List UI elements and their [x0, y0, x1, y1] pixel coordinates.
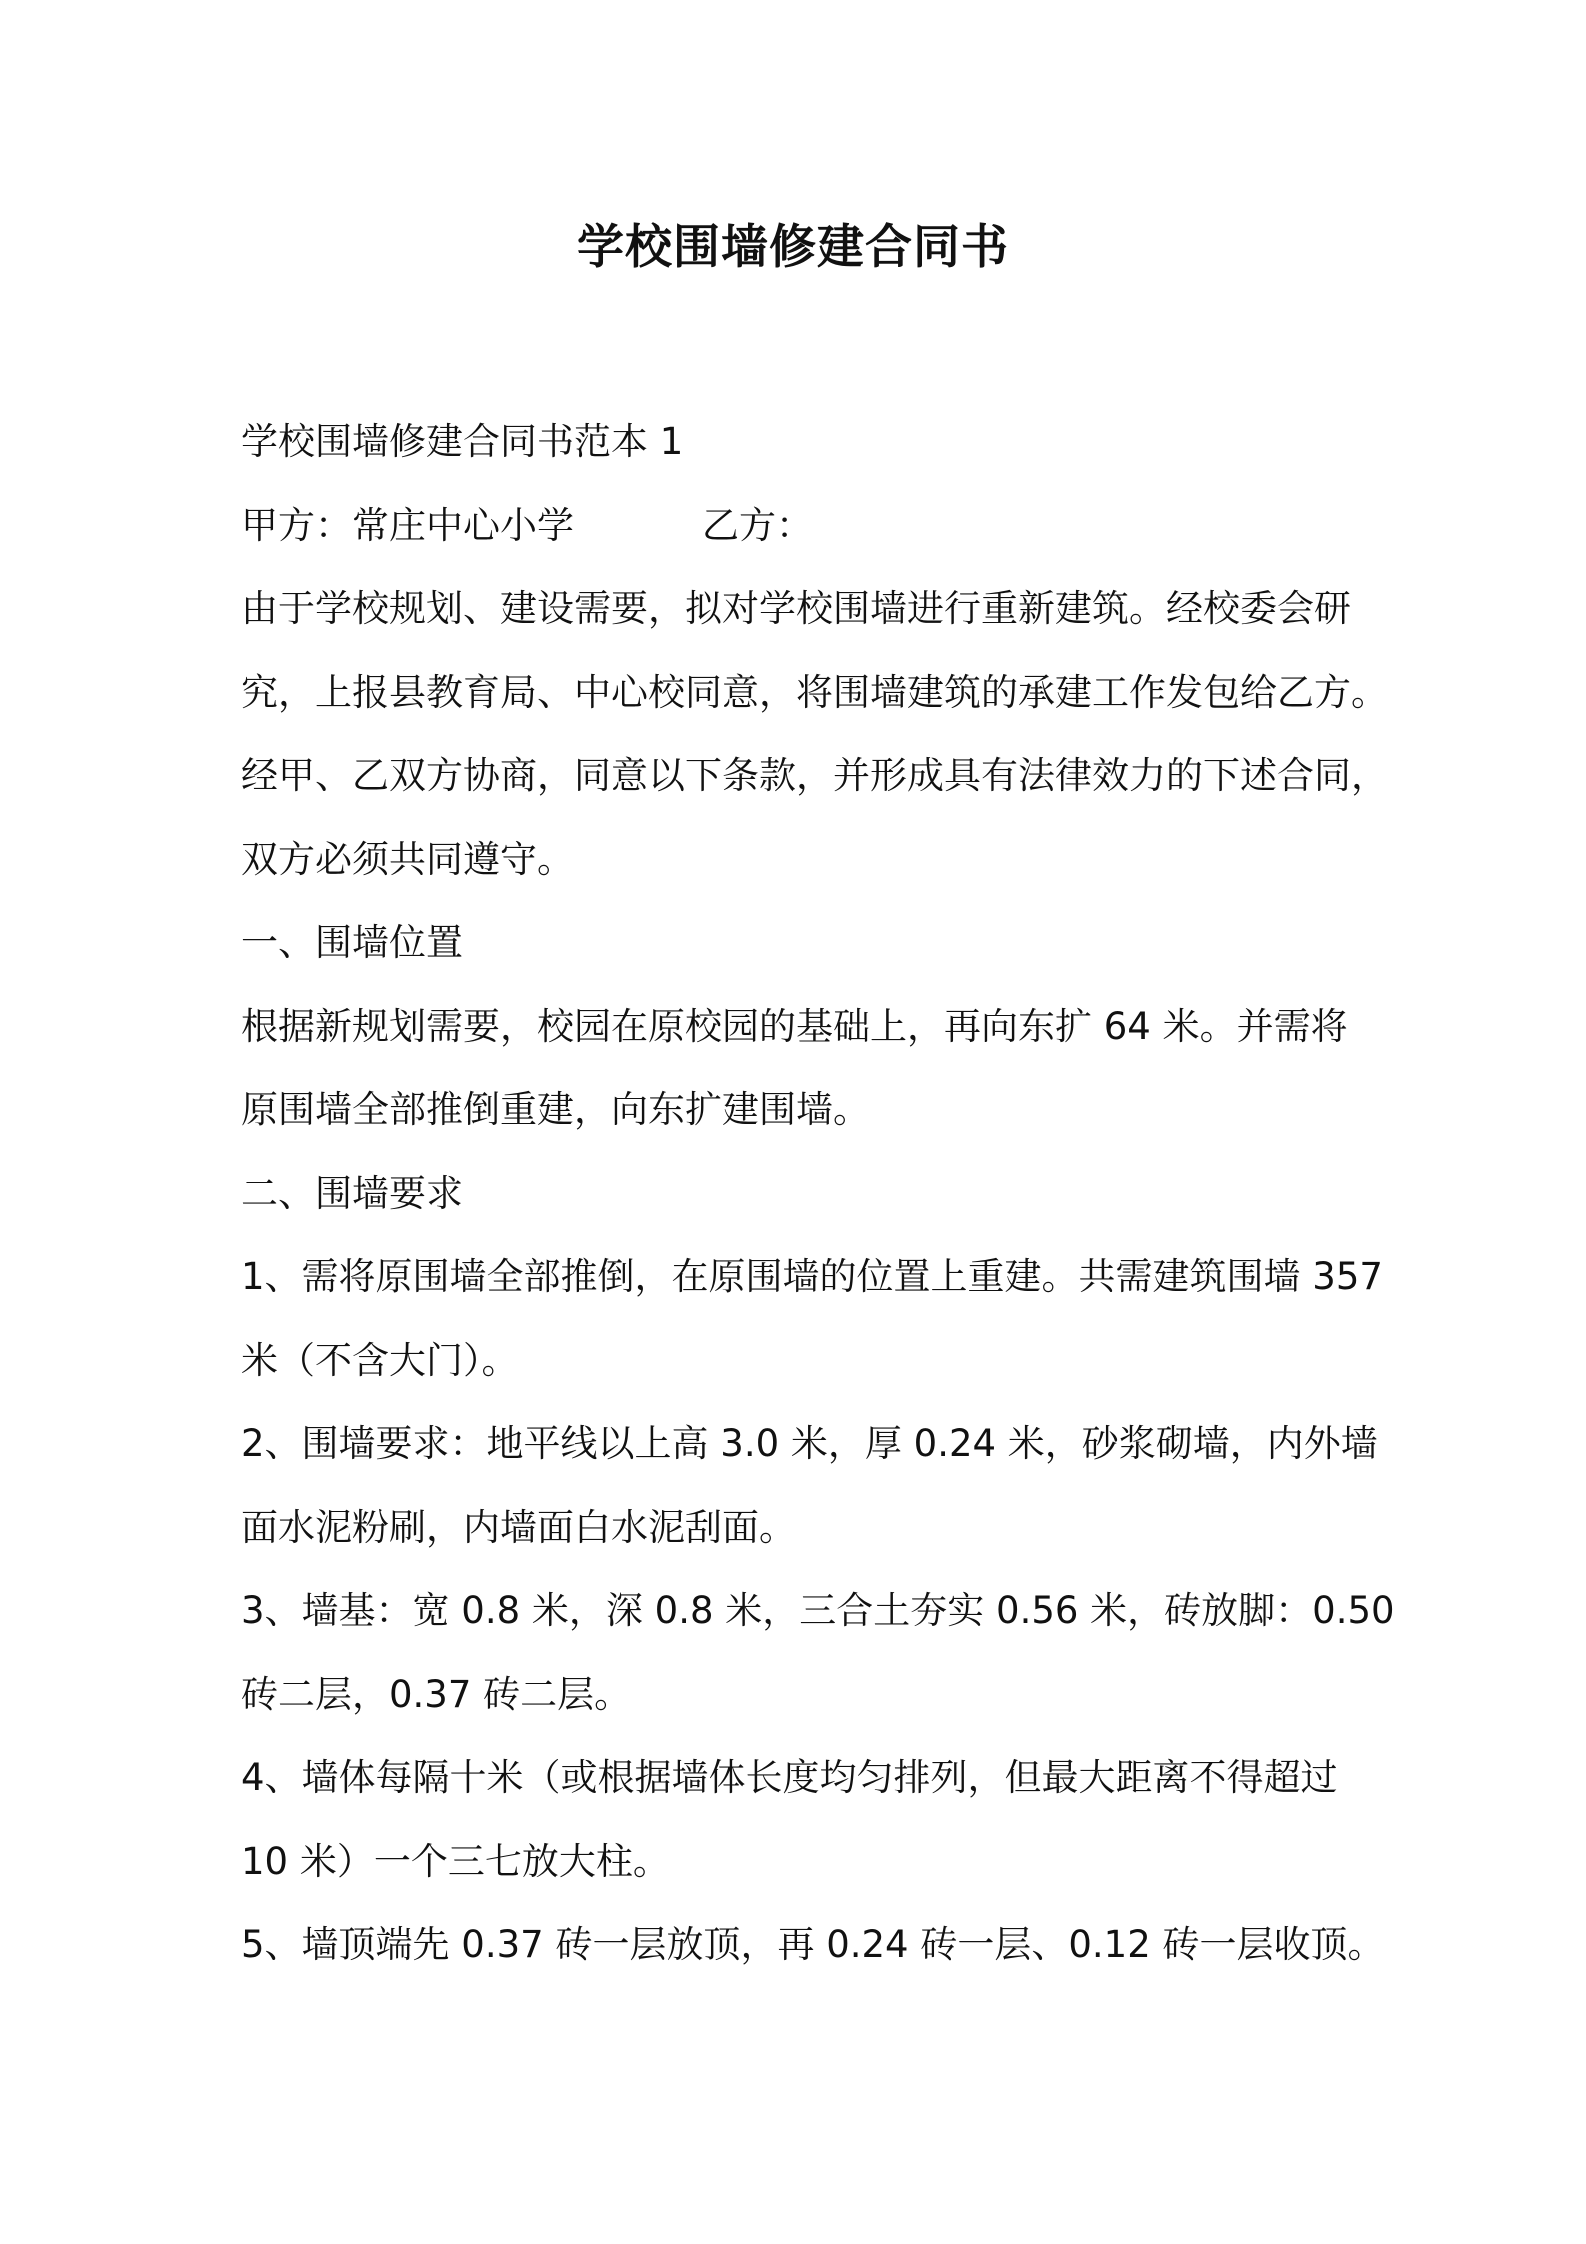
clause-line: 4、墙体每隔十米（或根据墙体长度均匀排列，但最大距离不得超过 — [241, 1756, 1338, 1799]
clause-line: 3、墙基：宽 0.8 米，深 0.8 米，三合土夯实 0.56 米，砖放脚：0.50 — [241, 1589, 1395, 1632]
paragraph-line: 根据新规划需要，校园在原校园的基础上，再向东扩 64 米。并需将 — [241, 1004, 1348, 1048]
paragraph-line: 究，上报县教育局、中心校同意，将围墙建筑的承建工作发包给乙方。 — [241, 670, 1388, 714]
party-b: 乙方： — [702, 503, 813, 547]
section-heading-requirements: 二、围墙要求 — [241, 1171, 463, 1215]
clause-line: 2、围墙要求：地平线以上高 3.0 米，厚 0.24 米，砂浆砌墙，内外墙 — [241, 1422, 1378, 1465]
clause-line: 1、需将原围墙全部推倒，在原围墙的位置上重建。共需建筑围墙 357 — [241, 1255, 1383, 1298]
clause-line: 5、墙顶端先 0.37 砖一层放顶，再 0.24 砖一层、0.12 砖一层收顶。 — [241, 1923, 1385, 1966]
party-a: 甲方：常庄中心小学 — [241, 503, 574, 547]
paragraph-line: 原围墙全部推倒重建，向东扩建围墙。 — [241, 1088, 870, 1131]
section-heading-location: 一、围墙位置 — [241, 921, 463, 964]
clause-line: 面水泥粉刷，内墙面白水泥刮面。 — [241, 1505, 796, 1549]
paragraph-line: 经甲、乙双方协商，同意以下条款，并形成具有法律效力的下述合同， — [241, 754, 1388, 797]
clause-line: 米（不含大门）。 — [241, 1338, 519, 1382]
paragraph-line: 由于学校规划、建设需要，拟对学校围墙进行重新建筑。经校委会研 — [241, 587, 1351, 630]
clause-line: 10 米）一个三七放大柱。 — [241, 1839, 670, 1883]
parties-line — [241, 484, 1365, 568]
document-title: 学校围墙修建合同书 — [577, 220, 1009, 275]
paragraph-line: 双方必须共同遵守。 — [241, 837, 574, 881]
document-body — [241, 400, 1395, 1987]
sample-heading: 学校围墙修建合同书范本 1 — [241, 420, 684, 463]
clause-line: 砖二层，0.37 砖二层。 — [241, 1672, 632, 1716]
